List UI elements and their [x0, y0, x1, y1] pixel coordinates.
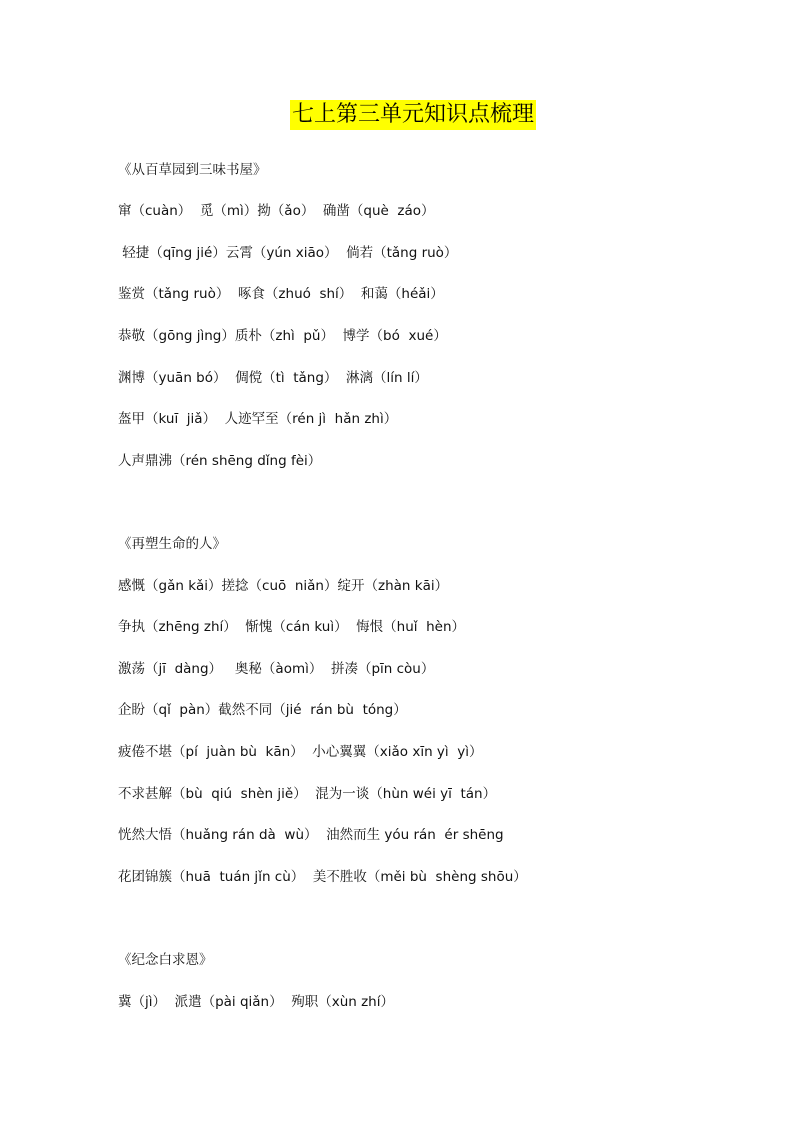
- vocab-line: 恍然大悟（huǎng rán dà wù） 油然而生 yóu rán ér shēng: [118, 827, 504, 843]
- vocab-line: 人声鼎沸（rén shēng dǐng fèi）: [118, 453, 322, 469]
- vocab-line: 恭敬（gōng jìng）质朴（zhì pǔ） 博学（bó xué）: [118, 328, 447, 344]
- section-heading: 《纪念白求恩》: [118, 952, 213, 968]
- section-heading: 《再塑生命的人》: [118, 536, 226, 552]
- vocab-line: 渊博（yuān bó） 倜傥（tì tǎng） 淋漓（lín lí）: [118, 370, 428, 386]
- vocab-line: 企盼（qǐ pàn）截然不同（jié rán bù tóng）: [118, 702, 407, 718]
- vocab-line: 窜（cuàn） 觅（mì）拗（ǎo） 确凿（què záo）: [118, 203, 435, 219]
- vocab-line: 盔甲（kuī jiǎ） 人迹罕至（rén jì hǎn zhì）: [118, 411, 398, 427]
- page-title: 七上第三单元知识点梳理: [290, 100, 536, 130]
- section-heading: 《从百草园到三味书屋》: [118, 162, 267, 178]
- vocab-line: 疲倦不堪（pí juàn bù kān） 小心翼翼（xiǎo xīn yì yì）: [118, 744, 483, 760]
- vocab-line: 不求甚解（bù qiú shèn jiě） 混为一谈（hùn wéi yī tán）: [118, 786, 497, 802]
- vocab-line: 轻捷（qīng jié）云霄（yún xiāo） 倘若（tǎng ruò）: [118, 245, 458, 261]
- title-wrapper: [0, 100, 794, 130]
- vocab-line: 感慨（gǎn kǎi）搓捻（cuō niǎn）绽开（zhàn kāi）: [118, 578, 449, 594]
- vocab-line: 花团锦簇（huā tuán jǐn cù） 美不胜收（měi bù shèng shōu）: [118, 869, 527, 885]
- vocab-line: 争执（zhēng zhí） 惭愧（cán kuì） 悔恨（huǐ hèn）: [118, 619, 466, 635]
- vocab-line: 冀（jì） 派遣（pài qiǎn） 殉职（xùn zhí）: [118, 994, 394, 1010]
- vocab-line: 激荡（jī dàng） 奥秘（àomì） 拼凑（pīn còu）: [118, 661, 435, 677]
- vocab-line: 鉴赏（tǎng ruò） 啄食（zhuó shí） 和蔼（héǎi）: [118, 286, 444, 302]
